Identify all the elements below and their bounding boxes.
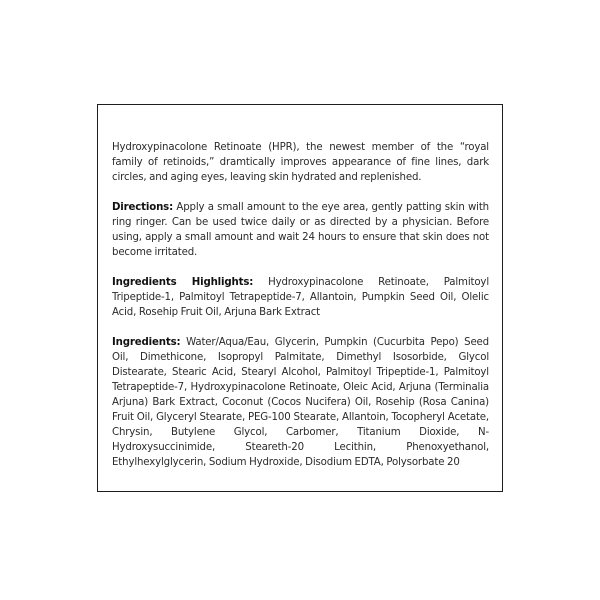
directions-label: Directions:: [112, 202, 174, 213]
ingredients-highlights-paragraph: [112, 275, 489, 320]
ingredients-highlights-text: Hydroxypinacolone Retinoate, Palmitoyl Tripeptide-1, Palmitoyl Tetrapeptide-7, Allantoin, Pumpkin Seed Oil, Olelic Acid, Rosehip Fruit Oil, Arjuna Bark Extract: [112, 277, 489, 318]
directions-paragraph: [112, 200, 489, 260]
product-info-panel: [97, 104, 503, 492]
directions-text: Apply a small amount to the eye area, gently patting skin with ring ringer. Can be used twice daily or as directed by a physician. Before using, apply a small amount and wait 24 hours to ensure that skin does not become irritated.: [112, 202, 489, 258]
ingredients-label: Ingredients:: [112, 337, 181, 348]
ingredients-highlights-label: Ingredients Highlights:: [112, 277, 254, 288]
ingredients-paragraph: [112, 335, 489, 470]
intro-paragraph: Hydroxypinacolone Retinoate (HPR), the newest member of the “royal family of retinoids,” dramtically improves appearance of fine lines, dark circles, and aging eyes, leaving skin hydrated and replenished.: [112, 142, 489, 183]
ingredients-text: Water/Aqua/Eau, Glycerin, Pumpkin (Cucurbita Pepo) Seed Oil, Dimethicone, Isopropyl Palmitate, Dimethyl Isosorbide, Glycol Distearate, Stearic Acid, Stearyl Alcohol, Palmitoyl Tripeptide-1, Palmitoyl Tetrapeptide-7, Hydroxypinacolone Retinoate, Oleic Acid, Arjuna (Terminalia Arjuna) Bark Extract, Coconut (Cocos Nucifera) Oil, Rosehip (Rosa Canina) Fruit Oil, Glyceryl Stearate, PEG-100 Stearate, Allantoin, Tocopheryl Acetate, Chrysin, Butylene Glycol, Carbomer, Titanium Dioxide, N-Hydroxysuccinimide, Steareth-20 Lecithin, Phenoxyethanol, Ethylhexylglycerin, Sodium Hydroxide, Disodium EDTA, Polysorbate 20: [112, 337, 489, 468]
